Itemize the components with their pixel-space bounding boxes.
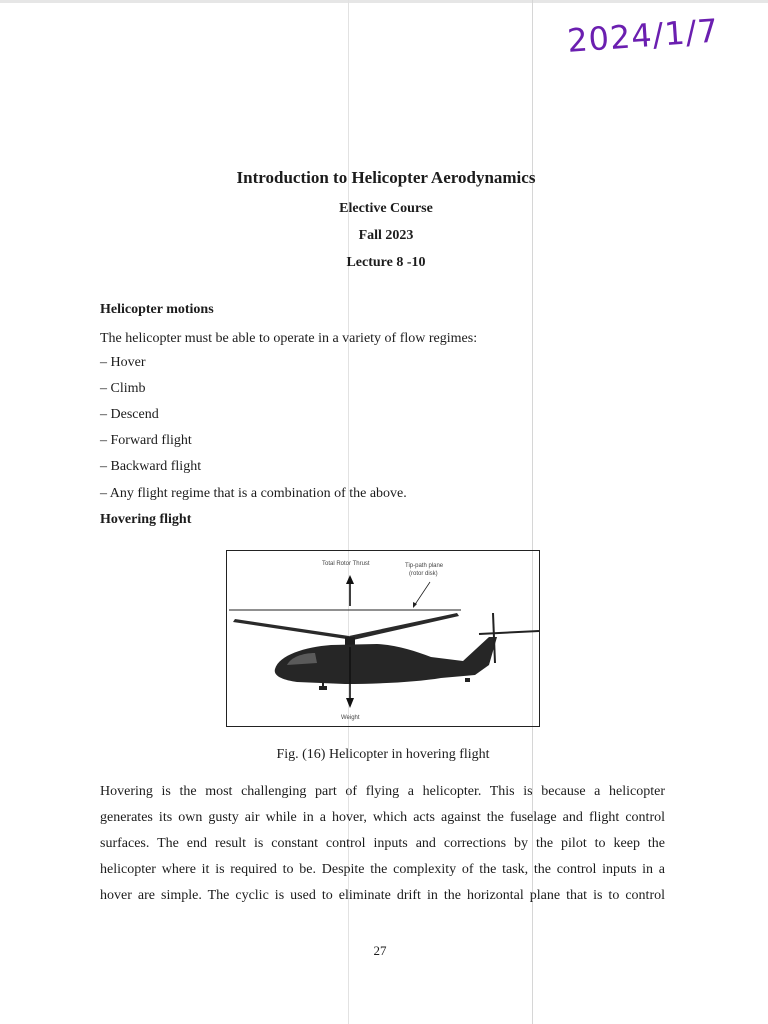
rotor-hub <box>345 637 355 645</box>
rotor-blade <box>233 619 353 640</box>
tail-rotor <box>493 613 495 663</box>
motions-intro: The helicopter must be able to operate in a variety of flow regimes: <box>100 331 478 346</box>
weight-arrowhead <box>346 698 354 708</box>
list-item: – Any flight regime that is a combination of the above. <box>100 486 407 501</box>
lecture-number: Lecture 8 -10 <box>346 255 426 270</box>
landing-gear <box>465 678 470 682</box>
paragraph-line: generates its own gusty air while in a hover, which acts against the fuselage and flight control <box>100 810 665 825</box>
tail-rotor <box>479 631 539 634</box>
helicopter-diagram <box>227 551 541 728</box>
section-heading-motions: Helicopter motions <box>100 302 214 317</box>
handwritten-date: 2024/1/7 <box>566 11 720 60</box>
figure-caption: Fig. (16) Helicopter in hovering flight <box>276 747 490 762</box>
paragraph-line: helicopter where it is required to be. Despite the complexity of the task, the control inputs in a <box>100 862 665 877</box>
course-name: Elective Course <box>339 201 433 216</box>
landing-gear <box>319 686 327 690</box>
section-heading-hovering: Hovering flight <box>100 512 192 527</box>
rotor-blade <box>349 613 459 640</box>
paragraph-line: Hovering is the most challenging part of flying a helicopter. This is because a helicopter <box>100 784 665 799</box>
label-total-rotor-thrust: Total Rotor Thrust <box>322 561 370 567</box>
list-item: – Descend <box>100 407 159 422</box>
hovering-paragraph <box>100 779 665 909</box>
list-item: – Climb <box>100 381 146 396</box>
thrust-arrowhead <box>346 575 354 584</box>
tip-path-pointer <box>414 582 430 606</box>
list-item: – Hover <box>100 355 146 370</box>
scan-edge <box>0 0 768 3</box>
label-tip-path-plane: Tip-path plane <box>405 563 444 569</box>
paragraph-line: surfaces. The end result is constant control inputs and corrections by the pilot to keep the <box>100 836 665 851</box>
list-item: – Forward flight <box>100 433 192 448</box>
label-weight: Weight <box>341 715 360 721</box>
page-number: 27 <box>373 943 387 958</box>
document-title: Introduction to Helicopter Aerodynamics <box>236 168 536 187</box>
paragraph-line: hover are simple. The cyclic is used to eliminate drift in the horizontal plane that is to control <box>100 888 665 903</box>
list-item: – Backward flight <box>100 459 202 474</box>
figure-helicopter-hover <box>226 550 540 727</box>
label-rotor-disk: (rotor disk) <box>409 571 438 577</box>
course-term: Fall 2023 <box>358 228 414 243</box>
